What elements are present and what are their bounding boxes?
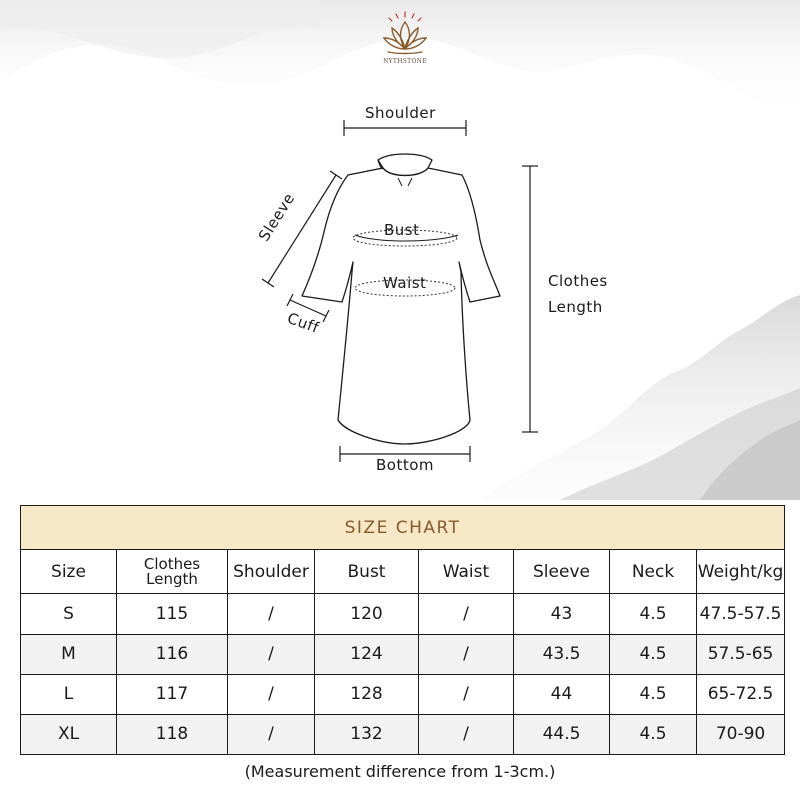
header-sleeve: Sleeve <box>514 550 610 594</box>
size-chart-header-row <box>21 550 785 594</box>
cell-shoulder: / <box>228 674 315 714</box>
table-row <box>21 714 785 754</box>
size-chart-title: SIZE CHART <box>21 506 785 550</box>
cell-waist: / <box>419 714 514 754</box>
cell-sleeve: 44.5 <box>514 714 610 754</box>
cell-size: L <box>21 674 117 714</box>
cell-weight: 57.5-65 <box>697 634 785 674</box>
cell-sleeve: 43 <box>514 594 610 634</box>
clothes-length-label-line2: Length <box>548 298 603 316</box>
header-shoulder: Shoulder <box>228 550 315 594</box>
header-weight: Weight/kg <box>697 550 785 594</box>
table-row <box>21 634 785 674</box>
cell-clothes-length: 116 <box>117 634 228 674</box>
bottom-label: Bottom <box>376 456 435 474</box>
cell-shoulder: / <box>228 594 315 634</box>
cell-weight: 65-72.5 <box>697 674 785 714</box>
cell-weight: 47.5-57.5 <box>697 594 785 634</box>
cell-shoulder: / <box>228 714 315 754</box>
size-chart-table <box>20 505 784 755</box>
header-clothes-length-line1: Clothes <box>143 554 201 573</box>
table-row <box>21 674 785 714</box>
header-clothes-length-line2: Length <box>146 569 198 588</box>
shoulder-label: Shoulder <box>365 104 436 122</box>
waist-label: Waist <box>383 274 427 292</box>
table-row <box>21 594 785 634</box>
dress-outline <box>302 154 500 444</box>
cell-size: S <box>21 594 117 634</box>
cell-weight: 70-90 <box>697 714 785 754</box>
measurement-note: (Measurement difference from 1-3cm.) <box>244 762 556 781</box>
cell-neck: 4.5 <box>610 674 697 714</box>
cell-bust: 128 <box>315 674 419 714</box>
cell-size: XL <box>21 714 117 754</box>
sleeve-label: Sleeve <box>254 189 299 245</box>
cell-neck: 4.5 <box>610 714 697 754</box>
clothes-length-label-line1: Clothes <box>548 272 608 290</box>
cuff-label: Cuff <box>284 308 322 338</box>
cell-clothes-length: 118 <box>117 714 228 754</box>
header-size: Size <box>21 550 117 594</box>
cell-size: M <box>21 634 117 674</box>
cell-bust: 132 <box>315 714 419 754</box>
header-neck: Neck <box>610 550 697 594</box>
cell-bust: 124 <box>315 634 419 674</box>
clothes-length-measure-line <box>522 166 538 432</box>
bust-label: Bust <box>384 221 420 239</box>
logo-text: NYTHSTONE <box>383 58 427 65</box>
cell-sleeve: 44 <box>514 674 610 714</box>
cell-waist: / <box>419 674 514 714</box>
cell-clothes-length: 115 <box>117 594 228 634</box>
header-waist: Waist <box>419 550 514 594</box>
cell-bust: 120 <box>315 594 419 634</box>
cell-waist: / <box>419 594 514 634</box>
cell-neck: 4.5 <box>610 594 697 634</box>
header-clothes-length <box>117 550 228 594</box>
header-bust: Bust <box>315 550 419 594</box>
cell-waist: / <box>419 634 514 674</box>
shoulder-measure-line <box>344 120 466 136</box>
cell-neck: 4.5 <box>610 634 697 674</box>
cell-sleeve: 43.5 <box>514 634 610 674</box>
cell-shoulder: / <box>228 634 315 674</box>
cell-clothes-length: 117 <box>117 674 228 714</box>
size-chart-title-row <box>21 506 785 550</box>
